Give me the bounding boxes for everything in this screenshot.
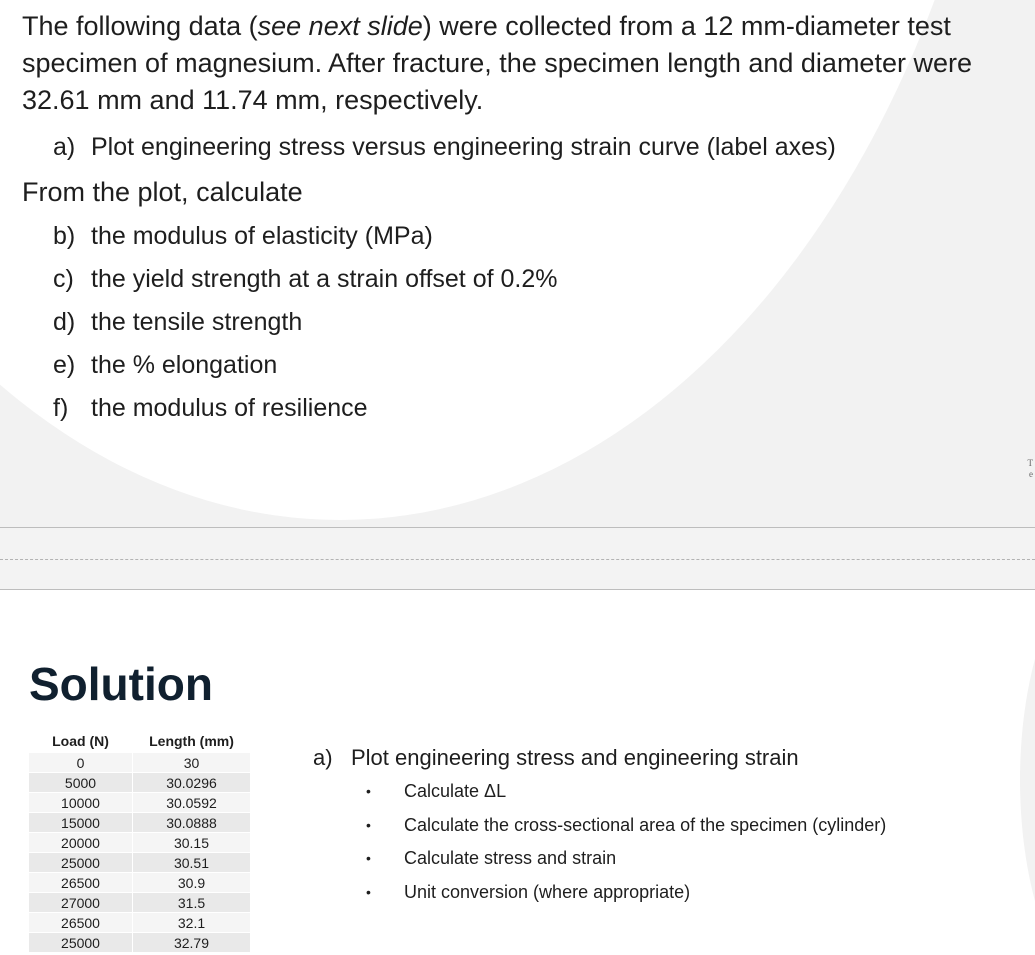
bullet-icon: • — [366, 883, 371, 900]
step-text: Unit conversion (where appropriate) — [404, 881, 691, 902]
question-d-text: the tensile strength — [91, 308, 303, 336]
question-e-letter: e) — [53, 351, 76, 379]
solution-part-a — [313, 744, 799, 772]
length-cell: 30 — [133, 753, 251, 773]
clipped-edge-text — [1028, 458, 1034, 480]
table-row — [29, 753, 251, 773]
question-c-letter: c) — [53, 265, 74, 293]
table-row — [29, 773, 251, 793]
question-a — [53, 132, 836, 162]
table-row — [29, 853, 251, 873]
question-b-text: the modulus of elasticity (MPa) — [91, 222, 433, 250]
question-e — [53, 350, 277, 380]
bullet-icon: • — [366, 816, 371, 833]
problem-statement-italic: see next slide — [257, 11, 423, 41]
slide-2 — [0, 590, 1035, 955]
question-b — [53, 221, 433, 251]
load-cell: 26500 — [29, 913, 133, 933]
length-cell: 30.51 — [133, 853, 251, 873]
load-cell: 0 — [29, 753, 133, 773]
length-cell: 30.0888 — [133, 813, 251, 833]
length-cell: 30.0296 — [133, 773, 251, 793]
slide-background-curve — [1020, 590, 1035, 955]
solution-part-a-letter: a) — [313, 745, 333, 770]
table-row — [29, 873, 251, 893]
question-f-text: the modulus of resilience — [91, 394, 368, 422]
length-cell: 30.15 — [133, 833, 251, 853]
solution-title: Solution — [29, 658, 213, 710]
step-text: Calculate ΔL — [404, 781, 507, 801]
load-cell: 26500 — [29, 873, 133, 893]
question-a-text: Plot engineering stress versus engineering strain curve (label axes) — [91, 133, 836, 161]
solution-part-a-text: Plot engineering stress and engineering strain — [351, 745, 799, 770]
load-cell: 27000 — [29, 893, 133, 913]
question-f — [53, 393, 368, 423]
slide-separator — [0, 527, 1035, 590]
length-cell: 30.0592 — [133, 793, 251, 813]
column-header-length: Length (mm) — [133, 730, 251, 753]
load-cell: 25000 — [29, 933, 133, 953]
load-cell: 5000 — [29, 773, 133, 793]
bullet-icon: • — [366, 850, 371, 866]
question-a-letter: a) — [53, 133, 76, 161]
load-length-table — [28, 730, 251, 953]
clipped-edge-text-line-1: T — [1027, 458, 1033, 468]
step-text: Calculate the cross-sectional area of the specimen (cylinder) — [404, 814, 887, 835]
table-row — [29, 913, 251, 933]
question-b-letter: b) — [53, 222, 76, 250]
question-c-text: the yield strength at a strain offset of 0.2% — [91, 265, 558, 293]
problem-statement-part-2: ) were collected from a 12 mm-diameter test specimen of magnesium. After fracture, the specimen length and diameter were 32.61 mm and 11.74 mm, respectively. — [22, 11, 972, 115]
question-d — [53, 307, 302, 337]
page-break-dashed-line — [0, 559, 1035, 560]
load-cell: 20000 — [29, 833, 133, 853]
table-row — [29, 833, 251, 853]
question-e-text: the % elongation — [91, 351, 278, 379]
table-header-row — [29, 730, 251, 753]
from-plot-heading: From the plot, calculate — [22, 177, 303, 207]
load-cell: 10000 — [29, 793, 133, 813]
table-row — [29, 933, 251, 953]
table-row — [29, 893, 251, 913]
column-header-load: Load (N) — [29, 730, 133, 753]
question-c — [53, 264, 557, 294]
problem-statement — [22, 8, 1022, 119]
load-cell: 25000 — [29, 853, 133, 873]
step-text: Calculate stress and strain — [404, 848, 617, 868]
table-row — [29, 793, 251, 813]
length-cell: 31.5 — [133, 893, 251, 913]
length-cell: 30.9 — [133, 873, 251, 893]
bullet-icon: • — [366, 783, 371, 799]
clipped-edge-text-line-2: e — [1029, 469, 1033, 479]
load-cell: 15000 — [29, 813, 133, 833]
length-cell: 32.1 — [133, 913, 251, 933]
table-row — [29, 813, 251, 833]
question-f-letter: f) — [53, 394, 69, 422]
question-d-letter: d) — [53, 308, 76, 336]
problem-statement-part-1: The following data ( — [22, 11, 258, 41]
length-cell: 32.79 — [133, 933, 251, 953]
